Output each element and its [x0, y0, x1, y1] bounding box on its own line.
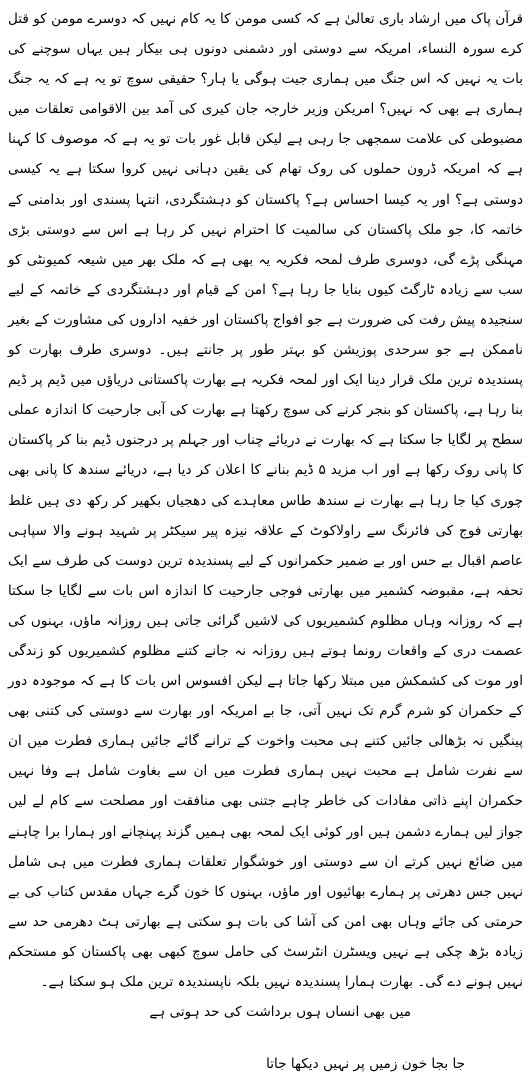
article-body: قرآن پاک میں ارشاد باری تعالیٰ ہے کہ کسی مومن کا یہ کام نہیں کہ دوسرے مومن کو قتل کرے سورہ النساء، امریکہ سے دوستی اور دشمنی دونوں ہی بیکار ہیں یہاں سوچنے کی بات یہ نہیں کہ اس جنگ میں ہماری جیت ہوگی یا ہار؟ حقیقی سوچ تو یہ ہے کہ یہ جنگ ہماری ہے بھی کہ نہیں؟ امریکن وزیر خارجہ جان کیری کی آمد بین الاقوامی تعلقات میں مضبوطی کی علامت سمجھی جا رہی ہے لیکن قابل غور بات تو یہ ہے کہ موصوف کا کہنا ہے کہ امریکہ ڈرون حملوں کی روک تھام کی یقین دہانی نہیں کروا سکتا ہے یہ کیسی دوستی ہے؟ اور یہ کیسا احساس ہے؟ پاکستان کو دہشتگردی، انتہا پسندی اور بدامنی کے خاتمہ کا، جو ملک پاکستان کی سالمیت کا احترام نہیں کر رہا ہے اس سے دوستی بڑی مہنگی پڑے گی، دوسری طرف لمحہ فکریہ یہ بھی ہے کہ ملک بھر میں شیعہ کمیونٹی کو سب سے زیادہ ٹارگٹ کیوں بنایا جا رہا ہے؟ امن کے قیام اور دہشتگردی کے خاتمہ کے لیے سنجیدہ پیش رفت کی ضرورت ہے جو افواج پاکستان اور خفیہ اداروں کی مشاورت کے بغیر ناممکن ہے جو سرحدی پوزیشن کو بہتر طور پر جانتے ہیں۔ دوسری طرف بھارت کو پسندیدہ ترین ملک قرار دینا ایک اور لمحہ فکریہ ہے بھارت پاکستانی دریاؤں میں ڈیم پر ڈیم بنا رہا ہے، پاکستان کو بنجر کرنے کی سوچ رکھتا ہے بھارت کی آبی جارحیت کا اندازہ عملی سطح پر لگایا جا سکتا ہے کہ بھارت نے دریائے چناب اور جہلم پر درجنوں ڈیم بنا کر پاکستان کا پانی روک رکھا ہے اور اب مزید ۵ ڈیم بنانے کا اعلان کر دیا ہے، دریائے سندھ کا پانی بھی چوری کیا جا رہا ہے بھارت نے سندھ طاس معاہدے کی دھجیاں بکھیر کر رکھ دی ہیں غلط بھارتی فوج کی فائرنگ سے راولاکوٹ کے علاقہ نیزہ پیر سیکٹر پر شہید ہونے والا سپاہی عاصم اقبال بے حس اور بے ضمیر حکمرانوں کے لیے پسندیدہ ترین دوست کی طرف سے ایک تحفہ ہے، مقبوضہ کشمیر میں بھارتی فوجی جارحیت کا اندازہ اس بات سے لگایا جا سکتا ہے کہ روزانہ وہاں مظلوم کشمیریوں کی لاشیں گرائی جاتی ہیں روزانہ ماؤں، بہنوں کی عصمت دری کے واقعات رونما ہوتے ہیں روزانہ نہ جانے کتنے مظلوم کشمیریوں کو زندگی اور موت کی کشمکش میں مبتلا رکھا جاتا ہے لیکن افسوس اس بات کا ہے کہ موجودہ دور کے حکمران کو شرم گرم تک نہیں آتی، جا بے امریکہ اور بھارت سے دوستی کی کتنی بھی پینگیں نہ بڑھالی جائیں کتنے ہی محبت واخوت کے ترانے گائے جائیں ہماری فطرت میں ان سے نفرت شامل ہے محبت نہیں ہماری فطرت میں ان سے بغاوت شامل ہے وفا نہیں حکمران اپنے ذاتی مفادات کی خاطر چاہے جتنی بھی منافقت اور مصلحت سے کام لے لیں جواز لیں ہمارے دشمن ہیں اور کوئی ایک لمحہ بھی ہمیں گزند پہنچانے اور ہمارا برا چاہنے میں ضائع نہیں کرتے ان سے دوستی اور خوشگوار تعلقات ہماری فطرت میں ہی شامل نہیں جس دھرتی پر ہمارے بھائیوں اور ماؤں، بہنوں کا خون گرے جہاں مقدس کتاب کی بے حرمتی کی جائے وہاں بھی امن کی آشا کی بات ہو سکتی ہے بھارتی ہٹ دھرمی حد سے زیادہ بڑھ چکی ہے نہیں ویسٹرن انٹرسٹ کی حامل سوچ کبھی بھی پاکستان کو مستحکم نہیں ہونے دے گی۔ بھارت ہمارا پسندیدہ نہیں بلکہ ناپسندیدہ ترین ملک ہو سکتا ہے۔ [8, 11, 523, 990]
verse-line-1: میں بھی انساں ہوں برداشت کی حد ہوتی ہے [149, 1004, 411, 1021]
verse-line-2: جا بجا خون زمیں پر نہیں دیکھا جاتا [266, 1056, 465, 1073]
